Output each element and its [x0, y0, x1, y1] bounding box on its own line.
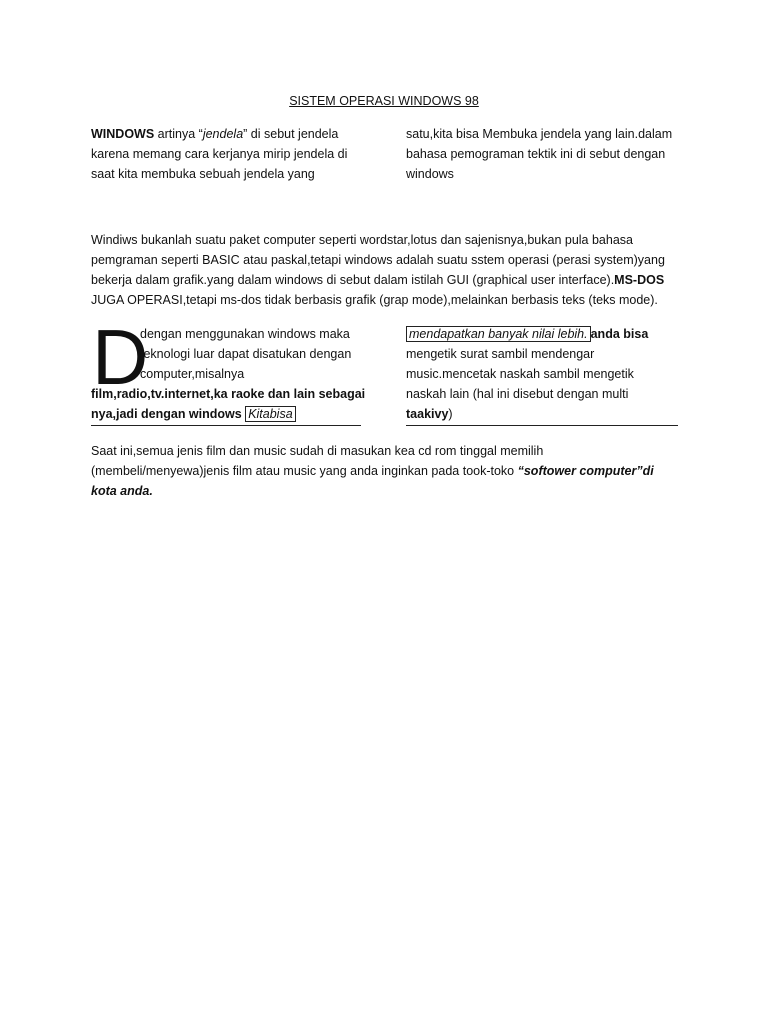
multimedia-left-column-top [140, 324, 370, 384]
multimedia-right-column [406, 324, 686, 424]
softower-term: “softower computer”di [517, 464, 654, 478]
intro-right-column [406, 124, 706, 184]
text-fragment: bekerja dalam grafik.yang dalam windows di sebut dalam istilah GUI (graphical user interface). [91, 273, 615, 287]
text-fragment: (membeli/menyewa)jenis film atau music yang anda inginkan pada took-toko [91, 464, 518, 478]
intro-left-line1 [91, 124, 381, 144]
para4-line2 [91, 461, 691, 481]
para2-line2: pemgraman seperti BASIC atau paskal,tetapi windows adalah suatu sstem operasi (perasi system)yang [91, 253, 665, 267]
right-column-rule [406, 425, 678, 426]
para2-line3 [91, 270, 691, 290]
multimedia-left-line3: computer,misalnya [140, 367, 245, 381]
text-fragment: ) [448, 407, 453, 421]
media-availability-paragraph [91, 441, 691, 501]
multimedia-left-column-bottom [91, 384, 381, 424]
windows-description-paragraph [91, 230, 691, 310]
multimedia-right-line5 [406, 404, 686, 424]
para4-line1: Saat ini,semua jenis film dan music sudah di masukan kea cd rom tinggal memilih [91, 444, 544, 458]
multimedia-right-line3: music.mencetak naskah sambil mengetik [406, 367, 634, 381]
text-fragment: taakivy [406, 407, 449, 421]
benefit-boxed-text: mendapatkan banyak nilai lebih. [406, 326, 591, 342]
text-fragment: nya,jadi dengan windows [91, 407, 246, 421]
left-column-rule [91, 425, 361, 426]
para4-line3: kota anda. [91, 484, 153, 498]
intro-right-line3: windows [406, 167, 454, 181]
multimedia-left-line2: teknologi luar dapat disatukan dengan [140, 347, 352, 361]
document-title: SISTEM OPERASI WINDOWS 98 [289, 94, 479, 108]
multimedia-left-line5 [91, 404, 381, 424]
para2-line4: JUGA OPERASI,tetapi ms-dos tidak berbasis grafik (grap mode),melainkan berbasis teks (teks mode). [91, 293, 658, 307]
text-fragment: artinya “ [154, 127, 203, 141]
windows-term: WINDOWS [91, 127, 155, 141]
kitabisa-boxed-text: Kitabisa [245, 406, 295, 422]
intro-left-line3: saat kita membuka sebuah jendela yang [91, 167, 315, 181]
multimedia-left-line1: dengan menggunakan windows maka [140, 327, 350, 341]
para2-line1: Windiws bukanlah suatu paket computer seperti wordstar,lotus dan sajenisnya,bukan pula bahasa [91, 233, 633, 247]
intro-right-line2: bahasa pemograman tektik ini di sebut dengan [406, 147, 666, 161]
intro-left-line2: karena memang cara kerjanya mirip jendela di [91, 147, 348, 161]
multimedia-right-line1 [406, 324, 686, 344]
multimedia-right-line2: mengetik surat sambil mendengar [406, 347, 595, 361]
intro-right-line1: satu,kita bisa Membuka jendela yang lain.dalam [406, 127, 673, 141]
drop-cap-letter: D [92, 313, 149, 401]
text-fragment: ” di sebut jendela [243, 127, 339, 141]
text-fragment: anda bisa [590, 327, 649, 341]
intro-left-column [91, 124, 381, 184]
jendela-term: jendela [202, 127, 244, 141]
multimedia-left-line4: film,radio,tv.internet,ka raoke dan lain sebagai [91, 387, 366, 401]
msdos-term: MS-DOS [614, 273, 665, 287]
multimedia-right-line4: naskah lain (hal ini disebut dengan multi [406, 387, 629, 401]
